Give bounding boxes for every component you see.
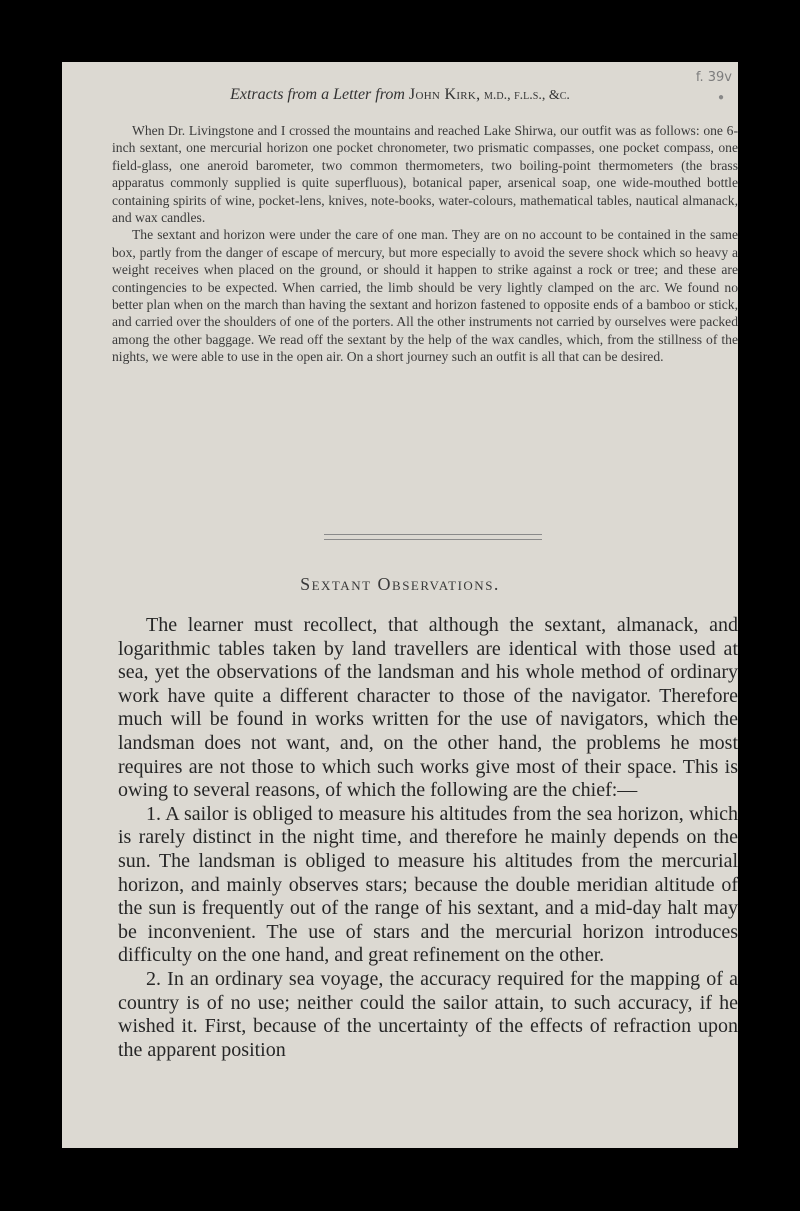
body-paragraph: The learner must recollect, that although the sextant, almanack, and logarithmic tables taken by land travellers are identical with those used at sea, yet the observations of the landsman and his whole method of ordinary work have quite a different character to those of the navigator. Therefore much will be found in works written for the use of navigators, which the landsman does not want, and, on the other hand, the problems he most requires are not those to which such works give most of their space. This is owing to several reasons, of which the following are the chief:— [118,614,738,802]
document-page [62,62,738,1148]
section-title: Sextant Observations. [300,574,500,594]
margin-dot: ● [717,92,724,103]
running-head-author: John Kirk, [408,86,481,103]
section-divider [324,534,542,540]
extract-paragraph: The sextant and horizon were under the care of one man. They are on no account to be contained in the same box, partly from the danger of escape of mercury, but more especially to avoid the severe shock which so heavy a weight receives when placed on the ground, or should it happen to strike against a rock or tree; and these are contingencies to be expected. When carried, the limb should be very lightly clamped on the arc. We found no better plan when on the march than having the sextant and horizon fastened to opposite ends of a bamboo or stick, and carried over the shoulders of one of the porters. All the other instruments not carried by ourselves were packed among the other baggage. We read off the sextant by the help of the wax candles, which, from the stillness of the nights, we were able to use in the open air. On a short journey such an outfit is all that can be desired. [112,227,738,365]
running-head [62,86,738,104]
running-head-prefix: Extracts from a Letter from [230,86,409,103]
body-paragraph: 2. In an ordinary sea voyage, the accuracy required for the mapping of a country is of no use; neither could the sailor attain, to such accuracy, if he wished it. First, because of the uncertainty of the effects of refraction upon the apparent position [118,967,738,1061]
body-paragraph: 1. A sailor is obliged to measure his altitudes from the sea horizon, which is rarely distinct in the night time, and therefore he mainly depends on the sun. The landsman is obliged to measure his altitudes from the mercurial horizon, and mainly observes stars; because the double meridian altitude of the sun is frequently out of the range of his sextant, and a mid-day halt may be inconvenient. The use of stars and the mercurial horizon introduces difficulty on the one hand, and great refinement on the other. [118,802,738,967]
folio-number: f. 39v [695,70,732,85]
extract-paragraph: When Dr. Livingstone and I crossed the mountains and reached Lake Shirwa, our outfit was as follows: one 6-inch sextant, one mercurial horizon one pocket chronometer, two prismatic compasses, one pocket compass, one field-glass, one aneroid barometer, two common thermometers, two boiling-point thermometers (the brass apparatus commonly supplied is quite superfluous), botanical paper, arsenical soap, one wide-mouthed bottle containing spirits of wine, pocket-lens, knives, note-books, water-colours, mathematical tables, nautical almanack, and wax candles. [112,123,738,226]
section-body [118,614,738,1062]
letter-extract [112,122,738,366]
running-head-credentials: m.d., f.l.s., &c. [480,88,570,103]
